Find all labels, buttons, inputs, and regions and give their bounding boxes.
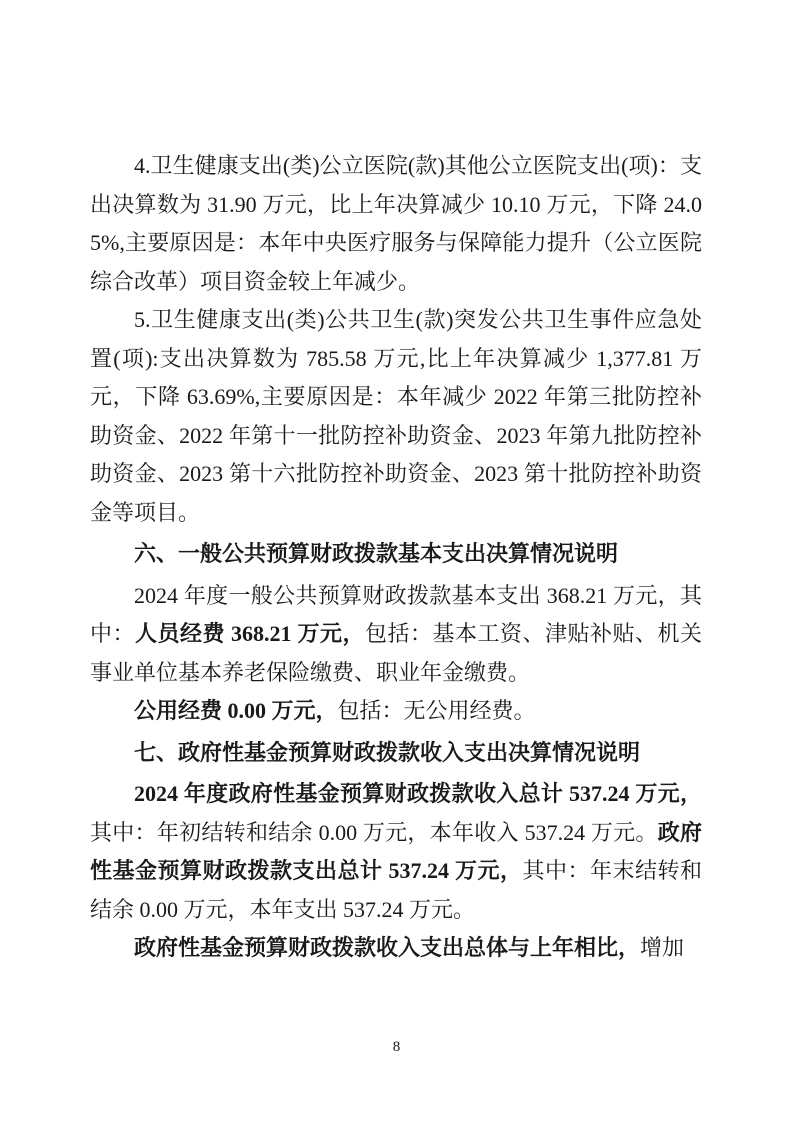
paragraph-text: 2024 年度一般公共预算财政拨款基本支出 368.21 万元，其中： (90, 582, 702, 646)
para-gov-fund-compare (90, 929, 702, 968)
page-footer (0, 1038, 793, 1056)
emphasis-public-funds: 公用经费 0.00 万元， (134, 698, 338, 723)
paragraph-text: 增加 (640, 935, 685, 960)
paragraph-text: 其中：年初结转和结余 0.00 万元，本年收入 537.24 万元。 (90, 819, 658, 845)
paragraph-text: 包括：无公用经费。 (337, 698, 536, 723)
para-public-funds (90, 692, 702, 731)
para-basic-expenditure (90, 577, 702, 693)
para-emergency-response-expense (90, 301, 702, 532)
paragraph-text: 其中：年末结转和结余 0.00 万元，本年支出 537.24 万元。 (90, 858, 702, 922)
document-body (90, 0, 702, 968)
heading-section-six (90, 535, 702, 574)
paragraph-text: 5.卫生健康支出(类)公共卫生(款)突发公共卫生事件应急处置(项):支出决算数为 785.58 万元,比上年决算减少 1,377.81 万元，下降 63.69%,主要原因是：本年减少 2022 年第三批防控补助资金、2022 年第十一批防控补助资金、2023 年第九批防控补助资金、2023 第十六批防控补助资金、2023 第十批防控补助资金等项目。 (90, 307, 702, 525)
heading-section-seven (90, 734, 702, 773)
section-heading-text: 六、一般公共预算财政拨款基本支出决算情况说明 (134, 541, 619, 566)
emphasis-gov-fund-income: 2024 年度政府性基金预算财政拨款收入总计 537.24 万元， (134, 781, 702, 806)
para-public-hospital-expense (90, 147, 702, 301)
para-gov-fund-budget (90, 775, 702, 929)
page-number: 8 (392, 1039, 401, 1055)
emphasis-gov-fund-compare: 政府性基金预算财政拨款收入支出总体与上年相比， (134, 935, 641, 960)
emphasis-personnel-funds: 人员经费 368.21 万元， (135, 621, 365, 646)
emphasis-gov-fund-expense: 政府性基金预算财政拨款支出总计 537.24 万元， (90, 819, 702, 883)
paragraph-text: 包括：基本工资、津贴补贴、机关事业单位基本养老保险缴费、职业年金缴费。 (90, 621, 702, 685)
section-heading-text: 七、政府性基金预算财政拨款收入支出决算情况说明 (134, 739, 641, 765)
paragraph-text: 4.卫生健康支出(类)公立医院(款)其他公立医院支出(项)：支出决算数为 31.90 万元，比上年决算减少 10.10 万元，下降 24.05%,主要原因是：本年中央医疗服务与保障能力提升（公立医院综合改革）项目资金较上年减少。 (90, 153, 702, 294)
